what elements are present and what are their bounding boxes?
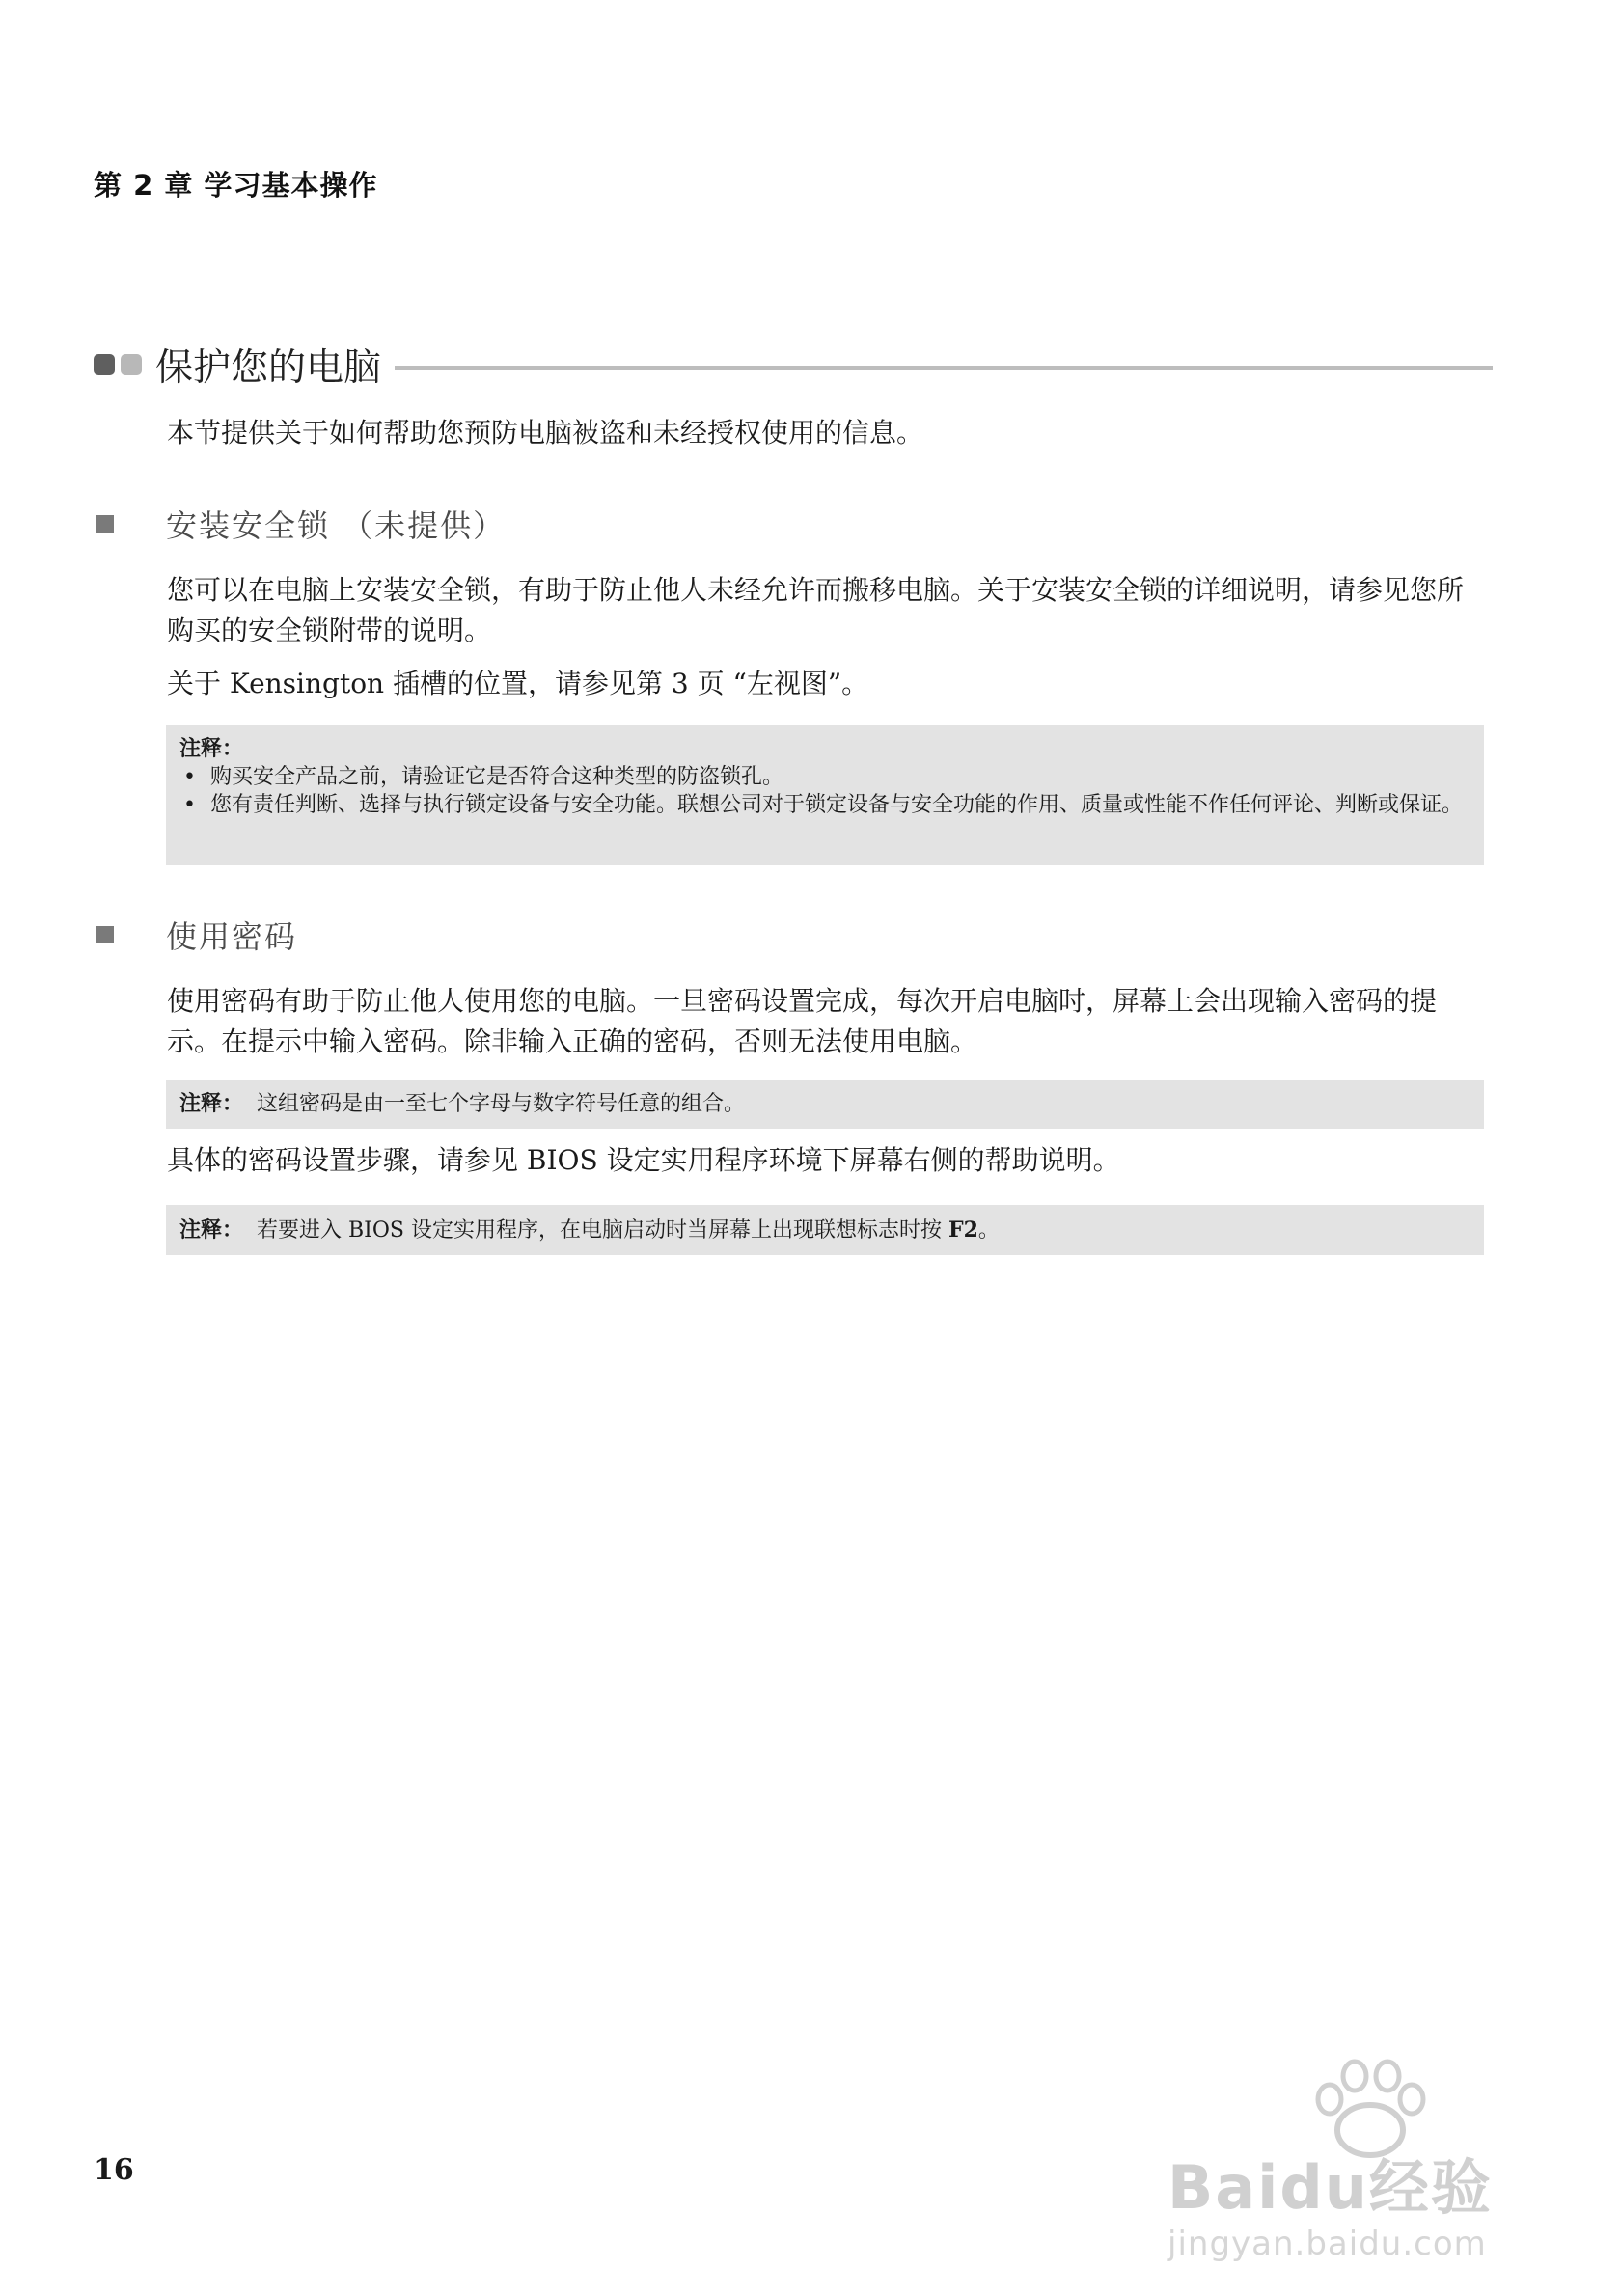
security-lock-paragraph: 您可以在电脑上安装安全锁，有助于防止他人未经允许而搬移电脑。关于安装安全锁的详细说明，请参见您所购买的安全锁附带的说明。 [167,574,1465,646]
subheading-label: 安装安全锁 （未提供） [166,507,507,544]
section-intro: 本节提供关于如何帮助您预防电脑被盗和未经授权使用的信息。 [167,417,924,449]
bullet-icon: • [183,765,196,789]
baidu-watermark [1148,2055,1573,2277]
note-item-text: 购买安全产品之前，请验证它是否符合这种类型的防盗锁孔。 [210,765,784,789]
security-note-box [166,725,1484,865]
section-title: 保护您的电脑 [155,346,382,390]
note-text: 这组密码是由一至七个字母与数字符号任意的组合。 [257,1092,746,1116]
note-end: 。 [977,1218,1000,1243]
note-label: 注释： [179,1092,244,1116]
note-list [179,763,1470,819]
subheading-label: 使用密码 [166,918,298,955]
password-note-box [166,1080,1484,1129]
note-text: 若要进入 BIOS 设定实用程序，在电脑启动时当屏幕上出现联想标志时按 [257,1218,942,1243]
section-divider [395,366,1493,370]
note-title: 注释： [179,737,244,761]
bios-note-box [166,1205,1484,1255]
watermark-logo: Baidu经验 [1168,2152,1493,2223]
subheading-square-icon [96,515,114,533]
list-item [179,791,1470,819]
bullet-icon: • [183,793,196,817]
watermark-url: jingyan.baidu.com [1168,2225,1487,2263]
chapter-header: 第 2 章 学习基本操作 [94,169,378,202]
key-f2: F2 [948,1217,978,1243]
bios-paragraph: 具体的密码设置步骤，请参见 BIOS 设定实用程序环境下屏幕右侧的帮助说明。 [167,1144,1120,1176]
subheading-password [96,911,297,959]
subheading-security-lock [96,500,506,548]
subheading-square-icon [96,926,114,943]
heading-square-dark-icon [94,354,115,375]
list-item [179,763,1470,791]
password-paragraph: 使用密码有助于防止他人使用您的电脑。一旦密码设置完成，每次开启电脑时，屏幕上会出现输入密码的提示。在提示中输入密码。除非输入正确的密码，否则无法使用电脑。 [167,985,1438,1057]
note-item-text: 您有责任判断、选择与执行锁定设备与安全功能。联想公司对于锁定设备与安全功能的作用、质量或性能不作任何评论、判断或保证。 [210,793,1464,817]
section-heading [94,336,1493,394]
heading-square-light-icon [121,354,142,375]
page-number: 16 [94,2153,134,2187]
kensington-paragraph: 关于 Kensington 插槽的位置，请参见第 3 页 “左视图”。 [167,668,869,699]
note-label: 注释： [179,1218,244,1243]
